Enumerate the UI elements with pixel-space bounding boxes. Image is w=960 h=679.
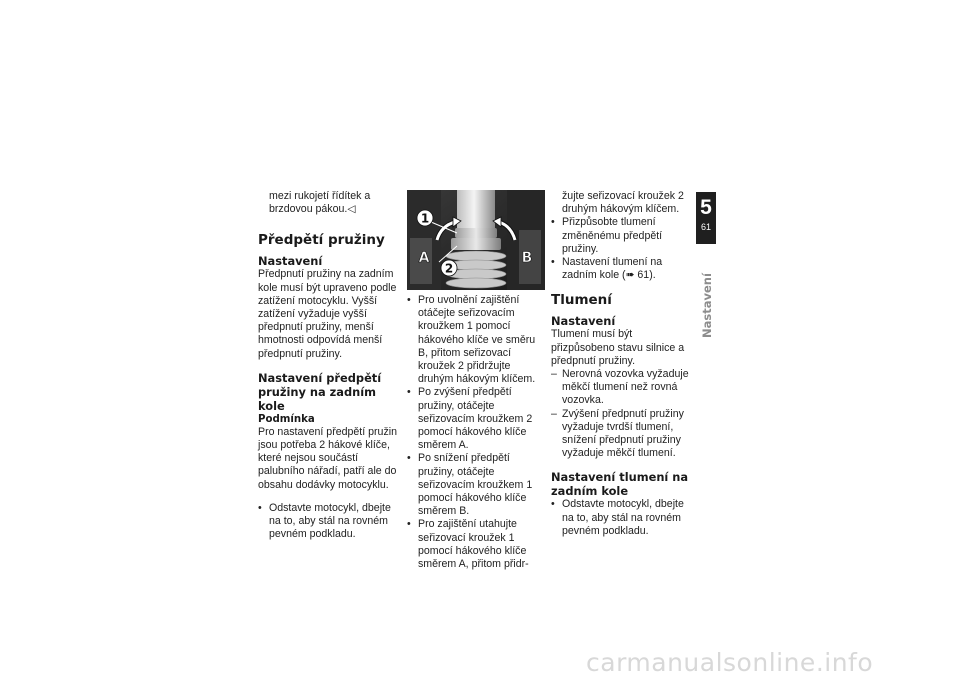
dash-item-preload-damping: – Zvýšení předpnutí pružiny vyžaduje tvrdší tlumení, snížení předpnutí pružiny vyžaduje měkčí tlumení. [551, 408, 691, 461]
page-number: 61 [700, 222, 711, 232]
list-item-release-lock: • Pro uvolnění zajištění otáčejte seřizovacím kroužkem 1 pomocí hákového klíče ve směru B, přitom seřizovací kroužek 2 přidržujte druhým hákovým klíčem. [407, 294, 545, 386]
damping-settings-text: Tlumení musí být přizpůsobeno stavu silnice a předpnutí pružiny. [551, 328, 685, 367]
section-heading-spring-preload: Předpětí pružiny [258, 232, 385, 249]
step-continuation: žujte seřizovací kroužek 2 druhým hákovým klíčem. [562, 190, 684, 216]
list-item-adjust-damping: • Přizpůsobte tlumení změněnému předpětí pružiny. [551, 216, 691, 256]
subheading-settings: Nastavení [258, 254, 323, 269]
intro-continuation: mezi rukojetí řídítek a brzdovou pákou.◁ [269, 190, 371, 216]
condition-text: Pro nastavení předpětí pružin jsou potřeba 2 hákové klíče, které nejsou součástí palubního nářadí, patří ale do obsahu dodávky motocyklu. [258, 425, 397, 491]
section-heading-damping: Tlumení [551, 292, 612, 309]
photo-label-b: B [521, 250, 533, 266]
list-item-increase-preload: • Po zvýšení předpětí pružiny, otáčejte seřizovacím kroužkem 2 pomocí hákového klíče směrem A. [407, 386, 545, 452]
list-item-lock-ring: • Pro zajištění utahujte seřizovací kroužek 1 pomocí hákového klíče směrem A, přitom přidr- [407, 518, 545, 571]
list-item-decrease-preload: • Po snížení předpětí pružiny, otáčejte seřizovacím kroužkem 1 pomocí hákového klíče směrem B. [407, 452, 545, 518]
photo-label-1: 1 [420, 211, 430, 226]
middle-column [407, 190, 545, 571]
list-item-rear-damping-reference: • Nastavení tlumení na zadním kole (➠ 61). [551, 256, 691, 282]
spring-adjuster-photo [407, 190, 545, 290]
list-item-park-motorcycle-2: • Odstavte motocykl, dbejte na to, aby stál na rovném pevném podkladu. [551, 498, 691, 538]
subheading-condition: Podmínka [258, 413, 315, 425]
right-column [551, 190, 691, 538]
chapter-side-label [700, 273, 714, 418]
photo-label-a: A [418, 250, 430, 266]
preload-settings-text: Předpnutí pružiny na zadním kole musí být upraveno podle zatížení motocyklu. Vyšší zatížení vyžaduje vyšší předpnutí pružiny, menší hmotnosti odpovídá menší předpnutí pružiny. [258, 268, 397, 360]
chapter-tab [696, 192, 716, 244]
chapter-side-label-text: Nastavení [700, 273, 714, 338]
subheading-damping-settings: Nastavení [551, 314, 616, 329]
left-column [258, 190, 403, 541]
preload-steps-list [407, 294, 545, 571]
chapter-number: 5 [700, 196, 712, 219]
watermark: carmanualsonline.info [586, 648, 874, 677]
dash-item-uneven-road: – Nerovná vozovka vyžaduje měkčí tlumení než rovná vozovka. [551, 368, 691, 408]
photo-label-2: 2 [444, 261, 454, 276]
subheading-rear-damping: Nastavení tlumení na zadním kole [551, 470, 689, 499]
subheading-rear-preload: Nastavení předpětí pružiny na zadním kole [258, 370, 382, 413]
list-item-park-motorcycle: • Odstavte motocykl, dbejte na to, aby stál na rovném pevném podkladu. [258, 502, 403, 542]
